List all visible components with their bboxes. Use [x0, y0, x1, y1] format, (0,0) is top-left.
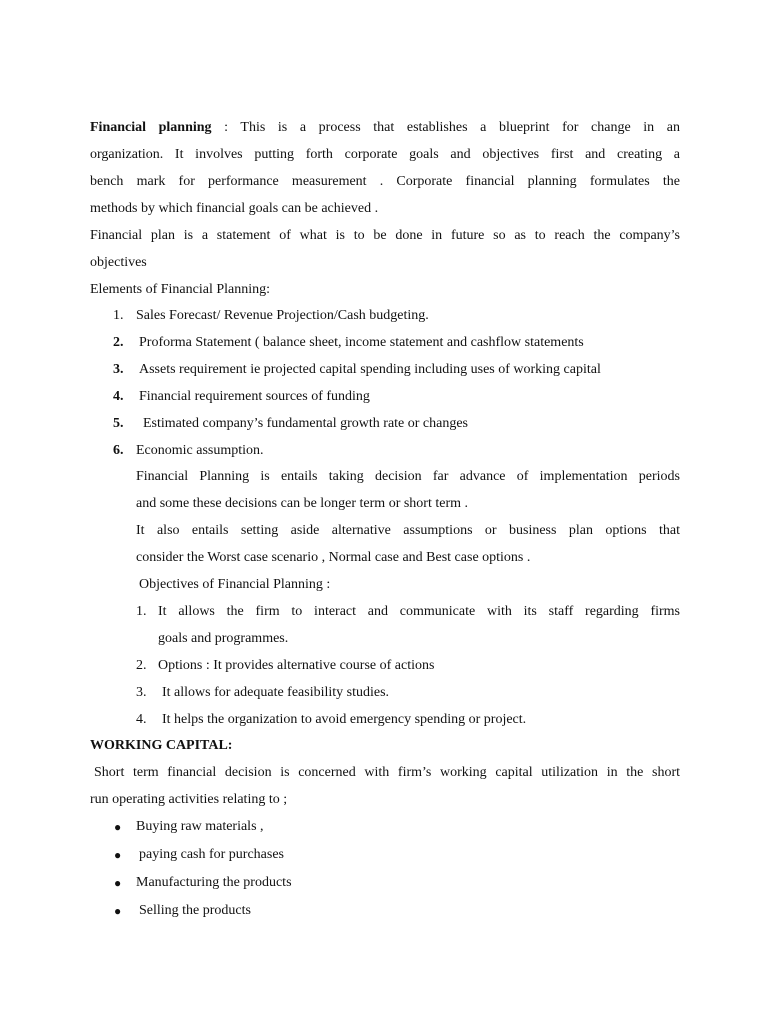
- objective-number-3: 3.: [136, 685, 147, 700]
- element-text-6: Economic assumption.: [136, 443, 264, 458]
- objective-text-3: It allows for adequate feasibility studies.: [162, 685, 390, 700]
- element-number-5: 5.: [113, 416, 124, 431]
- entails-line-3: It also entails setting aside alternative assumptions or business plan options that: [136, 523, 680, 538]
- element-number-3: 3.: [113, 362, 124, 377]
- entails-line-1: Financial Planning is entails taking decision far advance of implementation periods: [136, 469, 680, 484]
- working-capital-heading: WORKING CAPITAL:: [90, 738, 233, 753]
- bullet-item-3: Manufacturing the products: [136, 875, 292, 890]
- intro-separator: :: [211, 120, 241, 135]
- element-text-3: Assets requirement ie projected capital spending including uses of working capital: [139, 362, 601, 377]
- bullet-icon: ●: [114, 820, 122, 834]
- plan-line-2: objectives: [90, 255, 147, 270]
- intro-line-2: organization. It involves putting forth corporate goals and objectives first and creating a: [90, 147, 680, 162]
- working-capital-line-2: run operating activities relating to ;: [90, 792, 288, 807]
- intro-text-1: This is a process that establishes a blueprint for change in an: [240, 120, 681, 135]
- element-number-1: 1.: [113, 308, 124, 323]
- element-number-2: 2.: [113, 335, 124, 350]
- entails-line-2: and some these decisions can be longer term or short term .: [136, 496, 469, 511]
- plan-line-1: Financial plan is a statement of what is to be done in future so as to reach the company’s: [90, 228, 680, 243]
- element-text-1: Sales Forecast/ Revenue Projection/Cash budgeting.: [136, 308, 429, 323]
- intro-line-3: bench mark for performance measurement . Corporate financial planning formulates the: [90, 174, 680, 189]
- objective-text-1a: It allows the firm to interact and communicate with its staff regarding firms: [158, 604, 680, 619]
- objective-number-1: 1.: [136, 604, 147, 619]
- elements-heading: Elements of Financial Planning:: [90, 282, 271, 297]
- bullet-item-4: Selling the products: [139, 903, 251, 918]
- intro-term: Financial planning: [90, 120, 212, 135]
- element-text-5: Estimated company’s fundamental growth rate or changes: [143, 416, 469, 431]
- bullet-item-1: Buying raw materials ,: [136, 819, 264, 834]
- objective-text-2: Options : It provides alternative course of actions: [158, 658, 435, 673]
- element-number-4: 4.: [113, 389, 124, 404]
- element-text-2: Proforma Statement ( balance sheet, income statement and cashflow statements: [139, 335, 584, 350]
- objective-number-2: 2.: [136, 658, 147, 673]
- objectives-heading: Objectives of Financial Planning :: [139, 577, 331, 592]
- intro-line-1: [90, 118, 680, 138]
- bullet-icon: ●: [114, 848, 122, 862]
- element-number-6: 6.: [113, 443, 124, 458]
- objective-number-4: 4.: [136, 712, 147, 727]
- element-text-4: Financial requirement sources of funding: [139, 389, 370, 404]
- bullet-icon: ●: [114, 876, 122, 890]
- entails-line-4: consider the Worst case scenario , Normal case and Best case options .: [136, 550, 531, 565]
- objective-text-4: It helps the organization to avoid emergency spending or project.: [162, 712, 527, 727]
- working-capital-line-1: Short term financial decision is concerned with firm’s working capital utilization in the short: [94, 765, 680, 780]
- intro-line-4: methods by which financial goals can be achieved .: [90, 201, 379, 216]
- bullet-item-2: paying cash for purchases: [139, 847, 285, 862]
- objective-text-1b: goals and programmes.: [158, 631, 289, 646]
- bullet-icon: ●: [114, 904, 122, 918]
